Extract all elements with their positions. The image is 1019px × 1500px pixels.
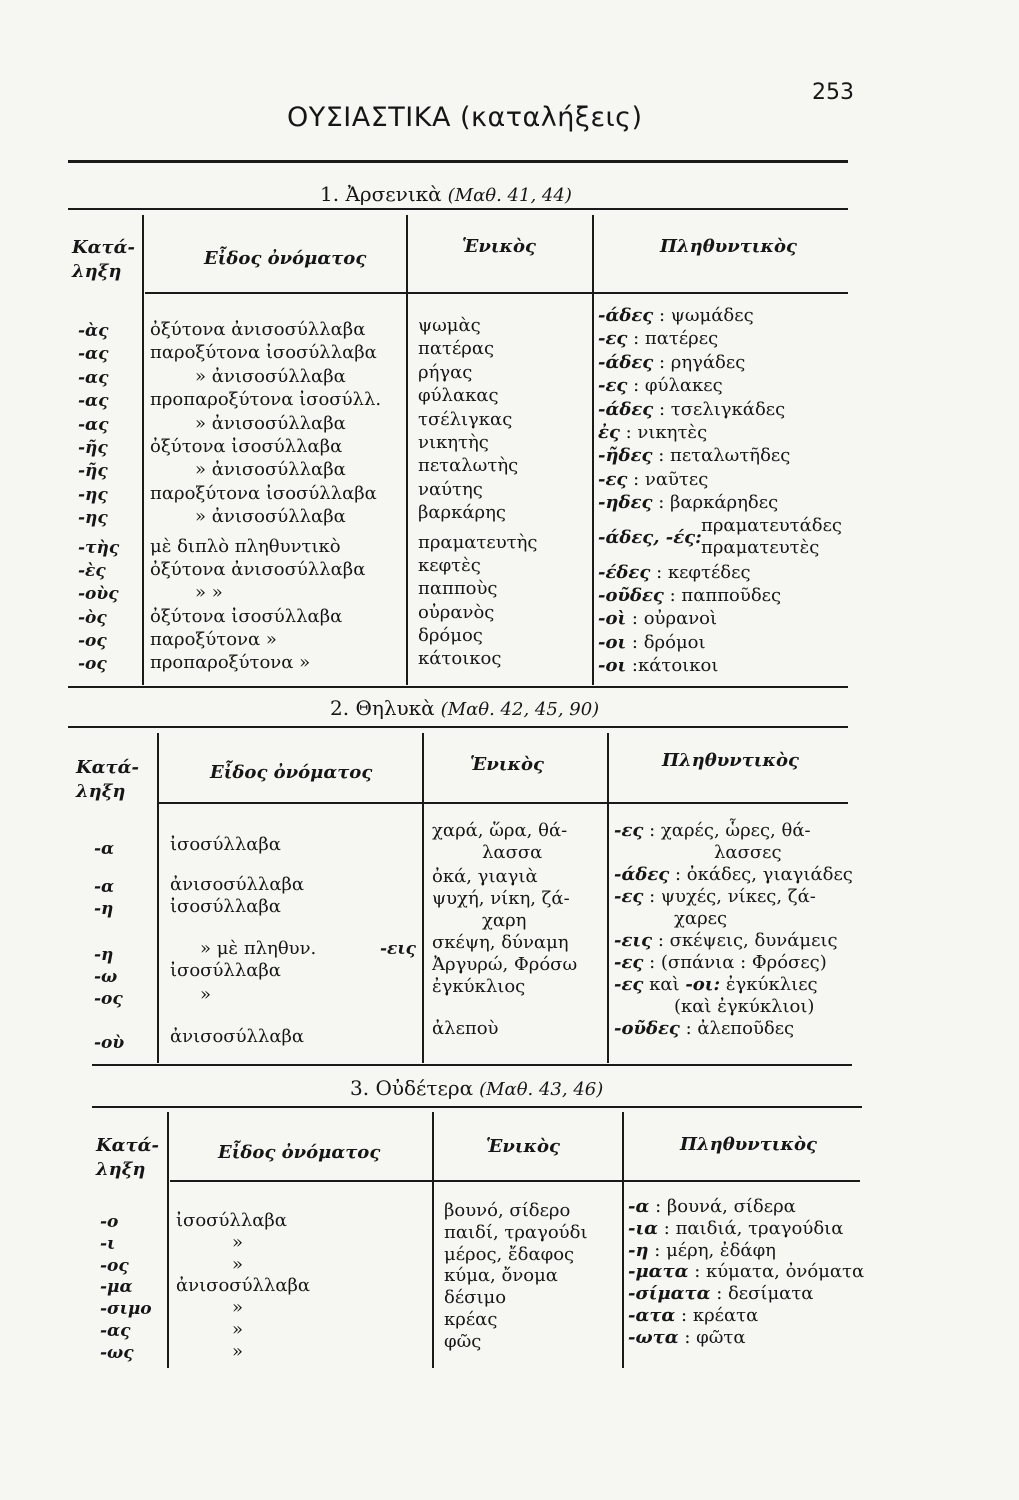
ending: -ας xyxy=(78,414,109,435)
singular-cell: ναύτης xyxy=(418,478,483,500)
plural-cell: -ωτα : φῶτα xyxy=(628,1326,746,1348)
singular-cell: κύμα, ὄνομα xyxy=(444,1265,558,1287)
type-cell: » xyxy=(232,1253,244,1275)
plural-cell: -οὶ : οὐρανοὶ xyxy=(598,608,718,630)
type-cell: ἀνισοσύλλαβα xyxy=(170,1026,305,1047)
plural-cell: ἐς : νικητὲς xyxy=(598,421,708,443)
plural-cell: -ες : (σπάνια : Φρόσες) xyxy=(614,952,827,973)
plural-cell: -η : μέρη, ἐδάφη xyxy=(628,1239,776,1261)
page-number: 253 xyxy=(812,80,854,105)
singular-cell: σκέψη, δύναμη xyxy=(432,932,569,953)
section-1-endings xyxy=(78,320,119,677)
singular-cell: χαρη xyxy=(482,910,527,931)
type-cell: » μὲ πληθυν. xyxy=(200,938,317,959)
singular-cell: ἐγκύκλιος xyxy=(432,976,526,997)
plural-cell: -εις : σκέψεις, δυνάμεις xyxy=(614,930,838,951)
ending: -ο xyxy=(100,1212,119,1232)
section-3-types xyxy=(176,1210,310,1363)
singular-cell: παπποὺς xyxy=(418,578,498,600)
title-rule xyxy=(68,160,848,163)
section-3-header-plithyntikos: Πληθυντικὸς xyxy=(680,1134,817,1155)
ending: -ος xyxy=(100,1255,129,1276)
singular-cell: ἀλεποὺ xyxy=(432,1018,499,1039)
section-3-plural xyxy=(628,1196,864,1349)
section-3-ref: (Μαθ. 43, 46) xyxy=(479,1079,604,1100)
plural-cell: -άδες : ψωμάδες xyxy=(598,305,754,326)
section-1-header-kataliksi: Κατά- ληξη xyxy=(72,237,135,282)
section-1-header-plithyntikos: Πληθυντικὸς xyxy=(660,236,797,257)
ending: -ῆς xyxy=(78,437,108,458)
plural-cell: -ῆδες : πεταλωτῆδες xyxy=(598,445,791,467)
singular-cell: πραματευτὴς xyxy=(418,531,538,553)
ending: -ι xyxy=(100,1233,116,1254)
plural-cell: -οῦδες : παπποῦδες xyxy=(598,584,782,606)
plural-cell: -οῦδες : ἀλεποῦδες xyxy=(614,1018,795,1039)
plural-cell: -ηδες : βαρκάρηδες xyxy=(598,492,779,514)
section-3-top-rule xyxy=(92,1106,862,1108)
plural-cell: -σίματα : δεσίματα xyxy=(628,1283,814,1305)
ending: -ω xyxy=(94,967,118,987)
type-cell-ending: -εις xyxy=(380,939,416,959)
section-3-title xyxy=(350,1076,603,1100)
singular-cell: ρήγας xyxy=(418,361,473,383)
singular-cell: φύλακας xyxy=(418,385,499,407)
singular-cell: κάτοικος xyxy=(418,648,502,670)
singular-cell: δέσιμο xyxy=(444,1287,507,1309)
ending: -ως xyxy=(100,1342,134,1363)
section-3-singular xyxy=(444,1200,588,1353)
section-1-name: 1. Ἀρσενικὰ xyxy=(320,182,442,206)
singular-cell: ψωμὰς xyxy=(418,315,481,336)
section-2-ref: (Μαθ. 42, 45, 90) xyxy=(440,699,600,720)
plural-cell: -ες : χαρές, ὧρες, θά- xyxy=(614,820,811,841)
plural-cell: -ες : πατέρες xyxy=(598,328,719,350)
section-2-title xyxy=(330,696,599,720)
type-cell: προπαροξύτονα ἰσοσύλλ. xyxy=(150,389,382,411)
section-3-header-enikos: Ἑνικὸς xyxy=(486,1136,561,1157)
section-1-plural xyxy=(598,304,843,677)
plural-cell: -α : βουνά, σίδερα xyxy=(628,1196,796,1217)
type-cell: ἰσοσύλλαβα xyxy=(176,1210,287,1231)
plural-cell: -ες : φύλακες xyxy=(598,375,723,397)
singular-cell: κρέας xyxy=(444,1308,498,1330)
plural-cell: -άδες : τσελιγκάδες xyxy=(598,398,786,420)
singular-cell: βουνό, σίδερο xyxy=(444,1200,571,1221)
ending: -ῆς xyxy=(78,461,108,482)
ending: -α xyxy=(94,877,115,897)
ending: -οὺς xyxy=(78,584,119,605)
type-cell: παροξύτονα ἰσοσύλλαβα xyxy=(150,342,377,364)
ending: -ος xyxy=(94,989,123,1009)
section-3-header-eidos: Εἶδος ὀνόματος xyxy=(218,1142,381,1163)
singular-cell: νικητὴς xyxy=(418,431,489,453)
type-cell: ἰσοσύλλαβα xyxy=(170,896,281,917)
plural-cell: -έδες : κεφτέδες xyxy=(598,561,751,583)
singular-cell: πεταλωτὴς xyxy=(418,455,519,477)
singular-cell: δρόμος xyxy=(418,625,483,647)
section-2-header-plithyntikos: Πληθυντικὸς xyxy=(662,750,799,771)
plural-cell: χαρες xyxy=(674,908,728,929)
ending: -ας xyxy=(100,1320,131,1341)
singular-cell: ψυχή, νίκη, ζά- xyxy=(432,888,570,909)
ending: -ας xyxy=(78,344,109,365)
type-cell: » xyxy=(232,1318,244,1340)
type-cell: » ἀνισοσύλλαβα xyxy=(195,365,346,387)
singular-cell: πατέρας xyxy=(418,338,495,360)
type-cell: ὀξύτονα ἀνισοσύλλαβα xyxy=(150,558,366,580)
type-cell: ὀξύτονα ἀνισοσύλλαβα xyxy=(150,319,366,340)
singular-cell: κεφτὲς xyxy=(418,554,481,576)
type-cell: ἀνισοσύλλαβα xyxy=(176,1275,311,1297)
ending: -η xyxy=(94,899,114,919)
section-2-header-enikos: Ἑνικὸς xyxy=(470,754,545,775)
singular-cell: χαρά, ὥρα, θά- xyxy=(432,820,568,841)
singular-cell: μέρος, ἔδαφος xyxy=(444,1243,575,1265)
section-2-name: 2. Θηλυκὰ xyxy=(330,696,435,720)
type-cell: μὲ διπλὸ πληθυντικὸ xyxy=(150,535,341,557)
section-2-header-rule xyxy=(158,802,848,804)
type-cell: παροξύτονα » xyxy=(150,629,277,651)
section-1-header-enikos: Ἑνικὸς xyxy=(462,236,537,257)
plural-cell: (καὶ ἐγκύκλιοι) xyxy=(674,996,815,1017)
ending: -ης xyxy=(78,508,108,529)
plural-cell: -ματα : κύματα, ὀνόματα xyxy=(628,1261,865,1283)
section-1-header-rule xyxy=(145,292,848,294)
ending: -τὴς xyxy=(78,537,120,558)
type-cell: » xyxy=(232,1340,244,1362)
section-2-header-eidos: Εἶδος ὀνόματος xyxy=(210,762,373,783)
singular-cell: οὐρανὸς xyxy=(418,601,495,623)
type-cell: » xyxy=(232,1231,244,1253)
ending: -α xyxy=(94,839,115,859)
type-cell: » xyxy=(200,984,212,1005)
plural-cell: -ες καὶ -οι: ἐγκύκλιες xyxy=(614,974,818,995)
plural-cell: λασσες xyxy=(714,842,782,863)
section-1-title xyxy=(320,182,572,206)
section-1-ref: (Μαθ. 41, 44) xyxy=(447,185,572,206)
ending: -η xyxy=(94,945,114,965)
plural-cell: -ες : ναῦτες xyxy=(598,468,709,490)
section-1-top-rule xyxy=(68,208,848,210)
singular-cell: παιδί, τραγούδι xyxy=(444,1221,588,1243)
ending: -μα xyxy=(100,1277,133,1298)
plural-cell-double: -άδες, -ές: πραματευτάδες πραματευτὲς xyxy=(598,514,843,558)
section-3-header-rule xyxy=(170,1180,860,1182)
section-3-endings xyxy=(100,1212,152,1365)
section-2-bottom-rule xyxy=(92,1064,852,1066)
plural-cell: -ες : ψυχές, νίκες, ζά- xyxy=(614,886,816,907)
singular-cell: ὀκά, γιαγιὰ xyxy=(432,866,538,887)
type-cell: » xyxy=(232,1297,244,1319)
type-cell: » ἀνισοσύλλαβα xyxy=(195,506,346,528)
ending: -ος xyxy=(78,631,107,652)
ending: -ὲς xyxy=(78,560,106,581)
ending: -ης xyxy=(78,484,108,505)
singular-cell: φῶς xyxy=(444,1330,482,1352)
ending: -ας xyxy=(78,391,109,412)
type-cell: » ἀνισοσύλλαβα xyxy=(195,412,346,434)
type-cell: ὀξύτονα ἰσοσύλλαβα xyxy=(150,605,343,627)
ending: -ος xyxy=(78,654,107,675)
ending: -οὺ xyxy=(94,1033,125,1053)
ending: -σιμο xyxy=(100,1299,152,1320)
section-1-singular xyxy=(418,314,537,671)
plural-cell: -ια : παιδιά, τραγούδια xyxy=(628,1217,844,1239)
type-cell: » » xyxy=(195,582,223,604)
section-2-header-kataliksi: Κατά- ληξη xyxy=(76,757,139,802)
singular-cell: Ἀργυρώ, Φρόσω xyxy=(432,954,578,975)
section-1-bottom-rule xyxy=(68,686,848,688)
type-cell: ἰσοσύλλαβα xyxy=(170,960,281,981)
type-cell: » ἀνισοσύλλαβα xyxy=(195,459,346,481)
ending: -ας xyxy=(78,367,109,388)
plural-cell: -άδες : ὀκάδες, γιαγιάδες xyxy=(614,864,853,885)
plural-cell: -οι : δρόμοι xyxy=(598,631,706,653)
section-1-header-eidos: Εἶδος ὀνόματος xyxy=(204,248,367,269)
plural-cell: -άδες : ρηγάδες xyxy=(598,351,746,373)
type-cell: ὀξύτονα ἰσοσύλλαβα xyxy=(150,435,343,457)
ending: -ὰς xyxy=(78,321,109,341)
type-cell: ἀνισοσύλλαβα xyxy=(170,874,305,895)
section-1-types xyxy=(150,318,381,675)
section-2-top-rule xyxy=(68,726,848,728)
section-3-name: 3. Οὐδέτερα xyxy=(350,1076,474,1100)
singular-cell: βαρκάρης xyxy=(418,502,506,524)
section-3-header-kataliksi: Κατά- ληξη xyxy=(96,1135,159,1180)
singular-cell: λασσα xyxy=(482,842,543,863)
type-cell: ἰσοσύλλαβα xyxy=(170,834,281,855)
plural-cell: -οι :κάτοικοι xyxy=(598,655,719,677)
page-title: ΟΥΣΙΑΣΤΙΚΑ (καταλήξεις) xyxy=(287,102,643,133)
type-cell: προπαροξύτονα » xyxy=(150,652,311,674)
ending: -ὸς xyxy=(78,607,107,628)
singular-cell: τσέλιγκας xyxy=(418,408,513,430)
type-cell: παροξύτονα ἰσοσύλλαβα xyxy=(150,482,377,504)
plural-cell: -ατα : κρέατα xyxy=(628,1304,759,1326)
